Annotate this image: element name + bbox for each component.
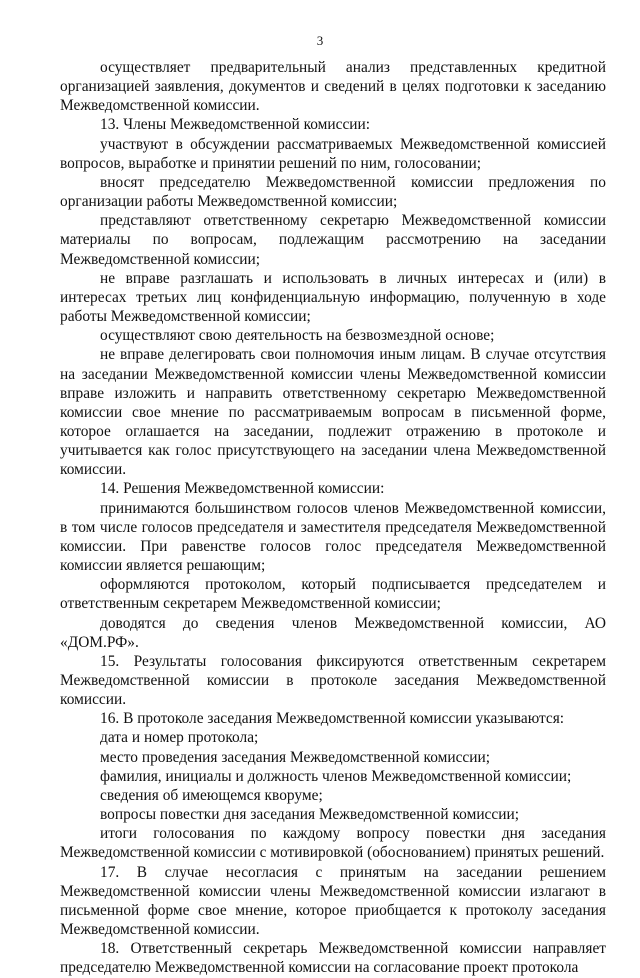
paragraph: представляют ответственному секретарю Межведомственной комиссии материалы по вопросам, подлежащим рассмотрению на заседании Межведомственной комиссии;	[60, 212, 606, 268]
list-item: место проведения заседания Межведомственной комиссии;	[100, 748, 490, 766]
paragraph: 15. Результаты голосования фиксируются ответственным секретарем Межведомственной комиссии в протоколе заседания Межведомственной комиссии.	[60, 652, 606, 709]
paragraph: осуществляет предварительный анализ представленных кредитной организацией заявления, документов и сведений в целях подготовки к заседанию Межведомственной комиссии.	[60, 59, 606, 115]
section-heading: 14. Решения Межведомственной комиссии:	[100, 480, 385, 498]
paragraph: 17. В случае несогласия с принятым на заседании решением Межведомственной комиссии члены Межведомственной комиссии излагают в письменной форме свое мнение, которое приобщается к протоколу заседания Межведомственной комиссии.	[60, 863, 606, 939]
paragraph: не вправе делегировать свои полномочия иным лицам. В случае отсутствия на заседании Межведомственной комиссии члены Межведомственной комиссии вправе изложить и направить ответственному секретарю Межведомственной комиссии свое мнение по рассматриваемым вопросам в письменной форме, которое оглашается на заседании, подлежит отражению в протоколе и учитывается как голос присутствующего на заседании члена Межведомственной комиссии.	[60, 346, 606, 479]
paragraph: доводятся до сведения членов Межведомственной комиссии, АО «ДОМ.РФ».	[60, 614, 606, 651]
list-item: вопросы повестки дня заседания Межведомственной комиссии;	[100, 806, 519, 824]
paragraph: участвуют в обсуждении рассматриваемых Межведомственной комиссией вопросов, выработке и принятии решений по ним, голосовании;	[60, 135, 606, 172]
paragraph: не вправе разглашать и использовать в личных интересах и (или) в интересах третьих лиц конфиденциальную информацию, полученную в ходе работы Межведомственной комиссии;	[60, 269, 606, 326]
document-body	[60, 58, 606, 978]
paragraph: 18. Ответственный секретарь Межведомственной комиссии направляет председателю Межведомственной комиссии на согласование проект протокола	[60, 940, 606, 977]
paragraph: оформляются протоколом, который подписывается председателем и ответственным секретарем Межведомственной комиссии;	[60, 576, 606, 613]
paragraph: осуществляют свою деятельность на безвозмездной основе;	[100, 327, 495, 345]
list-item: дата и номер протокола;	[100, 729, 259, 747]
list-item: сведения об имеющемся кворуме;	[100, 786, 323, 804]
paragraph: вносят председателю Межведомственной комиссии предложения по организации работы Межведомственной комиссии;	[60, 173, 606, 211]
section-heading: 13. Члены Межведомственной комиссии:	[100, 116, 371, 134]
page-number: 3	[316, 33, 324, 48]
paragraph: принимаются большинством голосов членов Межведомственной комиссии, в том числе голосов председателя и заместителя председателя Межведомственной комиссии. При равенстве голосов голос председателя Межведомственной комиссии является решающим;	[60, 499, 606, 575]
section-heading: 16. В протоколе заседания Межведомственной комиссии указываются:	[100, 710, 565, 728]
list-item: фамилия, инициалы и должность членов Межведомственной комиссии;	[100, 767, 572, 785]
list-item: итоги голосования по каждому вопросу повестки дня заседания Межведомственной комиссии с мотивировкой (обоснованием) принятых решений.	[60, 825, 606, 862]
